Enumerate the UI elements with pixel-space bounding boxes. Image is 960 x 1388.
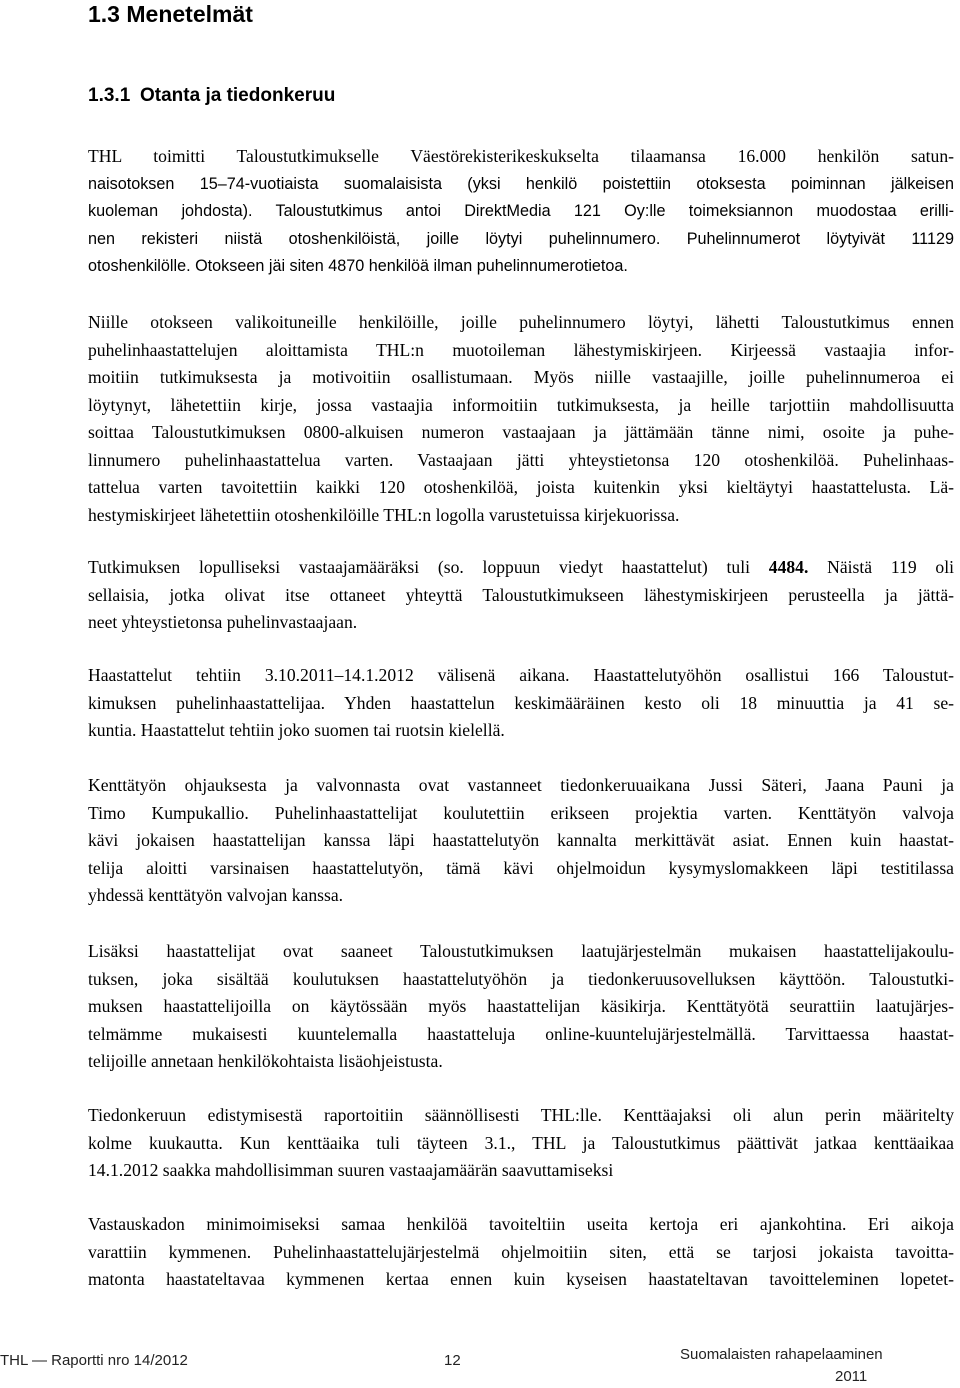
text-line: nen rekisteri niistä otoshenkilöistä, joille löytyi puhelinnumero. Puhelinnumerot löytyivät 11129 (88, 229, 954, 248)
text-line: linnumero puhelinhaastattelua varten. Vastaajaan jätti yhteystietonsa 120 otoshenkilöä. Puhelinhaas- (88, 449, 954, 470)
paragraph-progress-reporting (88, 1102, 954, 1185)
text-line: 14.1.2012 saakka mahdollisimman suuren vastaajamäärän saavuttamiseksi (88, 1160, 614, 1180)
text-line: kuoleman johdosta). Taloustutkimus antoi DirektMedia 121 Oy:lle toimeksiannon muodostaa erilli- (88, 202, 954, 220)
text-fragment: Tutkimuksen lopulliseksi vastaajamääräksi (so. loppuun viedyt haastattelut) tuli (88, 557, 769, 577)
paragraph-interviewer-training (88, 938, 954, 1076)
text-line: varattiin kymmenen. Puhelinhaastattelujärjestelmä ohjelmoitiin siten, että se tarjosi jokaista tavoitta- (88, 1241, 954, 1262)
footer-publication-title (680, 1344, 883, 1388)
text-line: muksen haastattelijoilla on käytössään myös haastattelijan käsikirja. Kenttätyötä seurattiin laatujärjes- (88, 996, 954, 1016)
paragraph-interview-period (88, 662, 954, 745)
text-line: THL toimitti Taloustutkimukselle Väestörekisterikeskukselta tilaamansa 16.000 henkilön satun- (88, 146, 954, 166)
text-line: puhelinhaastattelujen aloittamista THL:n muotoilеman lähestymiskirjeen. Kirjeessä vastaajia infor- (88, 339, 954, 360)
text-line: soittaa Taloustutkimuksen 0800-alkuisen numeron vastaajaan ja jättämään tänne nimi, osoite ja puhe- (88, 422, 954, 442)
text-line: tattelua varten tavoitettiin kaikki 120 otoshenkilöä, joista kuitenkin yksi kieltäytyi haastattelusta. Lä- (88, 477, 954, 497)
text-line: telmämme mukaisesti kuuntelemalla haastatteluja online-kuuntelujärjestelmällä. Tarvittaessa haastat- (88, 1023, 954, 1044)
footer-page-number: 12 (444, 1352, 461, 1369)
text-line: Timo Kumpukallio. Puhelinhaastattelijat koulutettiin erikseen projektia varten. Kenttätyön valvoja (88, 802, 954, 823)
paragraph-final-sample (88, 554, 954, 637)
text-line: Kenttätyön ohjauksesta ja valvonnasta ovat vastanneet tiedonkeruuaikana Jussi Säteri, Jaana Pauni ja (88, 775, 954, 795)
section-heading: 1.3 Menetelmät (88, 1, 253, 27)
text-line: yhdessä kenttätyön valvojan kanssa. (88, 885, 344, 905)
text-line: kuntia. Haastattelut tehtiin joko suomen tai ruotsin kielellä. (88, 720, 505, 740)
subsection-number: 1.3.1 (88, 85, 131, 106)
paragraph-nonresponse (88, 1211, 954, 1294)
paragraph-sampling (88, 143, 954, 281)
text-line: moitiin tutkimuksesta ja motivoitiin osallistumaan. Myös niille vastaajille, joille puhelinnumeroa ei (88, 367, 954, 387)
text-line: telijoille annetaan henkilökohtaista lisäohjeistusta. (88, 1051, 443, 1071)
text-line: Niille otokseen valikoituneille henkilöille, joille puhelinnumero löytyi, lähetti Taloustutkimus ennen (88, 312, 954, 332)
text-line: kävi jokaisen haastattelijan kanssa läpi haastattelutyön kannalta merkittävät asiat. Ennen kuin haastat- (88, 830, 954, 850)
paragraph-invitation-letter (88, 309, 954, 529)
text-line: neet yhteystietonsa puhelinvastaajaan. (88, 612, 358, 632)
text-line: Haastattelut tehtiin 3.10.2011–14.1.2012 välisenä aikana. Haastattelutyöhön osallistui 166 Taloustut- (88, 665, 954, 685)
text-line: hestymiskirjeet lähetettiin otoshenkilöille THL:n logolla varustetuissa kirjekuorissa. (88, 504, 680, 525)
text-line: telija aloitti varsinaisen haastattelutyön, tämä kävi ohjelmoidun kysymyslomakkeen läpi testitilassa (88, 857, 954, 878)
paragraph-fieldwork-supervision (88, 772, 954, 910)
text-line: Vastauskadon minimoimiseksi samaa henkilöä tavoiteltiin useita kertoja eri ajankohtina. Eri aikoja (88, 1214, 954, 1234)
text-line: löytynyt, lähetettiin kirje, jossa vastaajia informoitiin tutkimuksesta, ja heille tarjottiin mahdollisuutta (88, 394, 954, 415)
footer-year: 2011 (835, 1368, 868, 1385)
footer-title-line: Suomalaisten rahapelaaminen (680, 1346, 883, 1363)
text-line: naisotoksen 15–74-vuotiaista suomalaisista (yksi henkilö poistettiin otoksesta poiminnan jälkeisen (88, 174, 954, 193)
text-line: otoshenkilölle. Otokseen jäi siten 4870 henkilöä ilman puhelinnumerotietoa. (88, 257, 628, 275)
text-line: sellaisia, jotka olivat itse ottaneet yhteyttä Taloustutkimukseen lähestymiskirjeen perusteella ja jättä- (88, 584, 954, 605)
text-fragment: Näistä 119 oli (808, 557, 954, 577)
subsection-title: Otanta ja tiedonkeruu (140, 85, 336, 106)
text-line: kolme kuukautta. Kun kenttäaika tuli täyteen 3.1., THL ja Taloustutkimus päättivät jatkaa kenttäaikaa (88, 1132, 954, 1153)
text-line: matonta haastateltavaa kymmenen kertaa ennen kuin kyseisen haastateltavan tavoitteleminen lopetet- (88, 1269, 954, 1289)
text-line (88, 554, 954, 582)
respondent-count: 4484. (768, 557, 809, 577)
text-line: Lisäksi haastattelijat ovat saaneet Taloustutkimuksen laatujärjestelmän mukaisen haastattelijakoulu- (88, 941, 954, 961)
text-line: kimuksen puhelinhaastattelijaa. Yhden haastattelun keskimääräinen kesto oli 18 minuuttia ja 41 se- (88, 692, 954, 713)
footer-report-label: THL — Raportti nro 14/2012 (0, 1352, 188, 1369)
text-line: tuksen, joka sisältää koulutuksen haastattelutyöhön ja tiedonkeruusovelluksen käyttöön. Taloustutki- (88, 968, 954, 989)
subsection-heading (88, 84, 335, 108)
text-line: Tiedonkeruun edistymisestä raportoitiin säännöllisesti THL:lle. Kenttäajaksi oli alun perin määritelty (88, 1105, 954, 1125)
